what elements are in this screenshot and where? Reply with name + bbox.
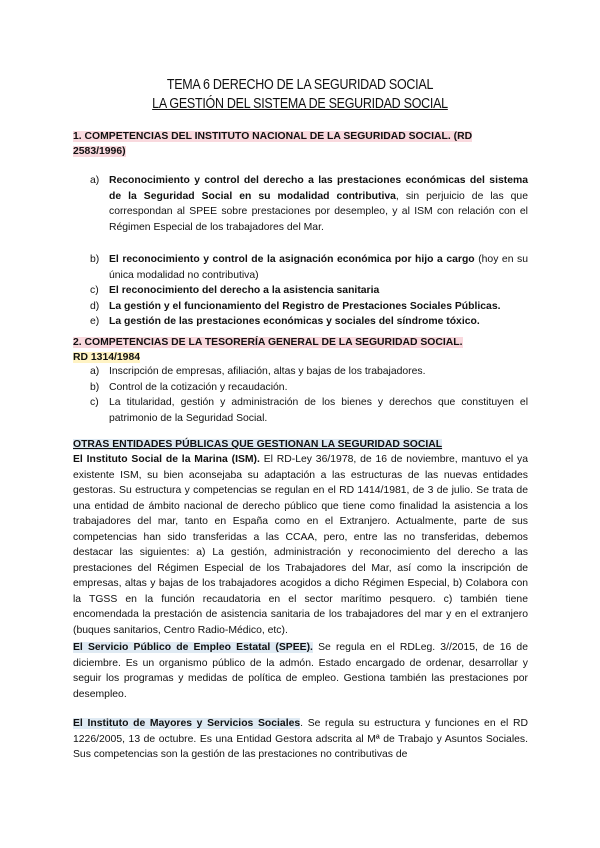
list-item: b) Control de la cotización y recaudación. <box>90 381 288 393</box>
ism-paragraph <box>73 452 528 638</box>
section2-list <box>73 364 528 426</box>
list-item: d) La gestión y el funcionamiento del Registro de Prestaciones Sociales Públicas. <box>90 300 501 312</box>
ism-title: El Instituto Social de la Marina (ISM). <box>73 454 260 465</box>
spee-text: Se regula en el RDLeg. 3//2015, de 16 de diciembre. Es un organismo público de la admón. Estado encargado de ordenar, desarrollar y seguir los programas y medidas de política de empleo. Gestiona también las prestaciones por desempleo. <box>73 642 528 700</box>
document-subtitle: LA GESTIÓN DEL SISTEMA DE SEGURIDAD SOCIAL <box>152 96 448 112</box>
list-item: a) Inscripción de empresas, afiliación, altas y bajas de los trabajadores. <box>90 366 426 377</box>
spee-paragraph <box>73 640 528 702</box>
ism-text: El RD-Ley 36/1978, de 16 de noviembre, mantuvo el ya existente ISM, su bien aconsejaba su adaptación a las estructuras de las nuevas entidades gestoras. Su estructura y competencias se regulan en el RD 1414/1981, de 3 de julio. Se trata de una entidad de ámbito nacional de derecho público que tiene como finalidad la asistencia a los trabajadores del mar, tanto en España como en el Extranjero. Actualmente, parte de sus competencias han sido transferidas a las CCAA, pero, entre las no transferidas, debemos destacar las siguientes: a) La gestión, administración y reconocimiento del derecho a las prestaciones del Régimen Especial de los Trabajadores del Mar, así como la inscripción de empresas, altas y bajas de los trabajadores acogidos a dicho Régimen Especial, b) Colabora con la TGSS en la función recaudatoria en el sector marítimo pesquero. c) también tiene encomendada la prestación de asistencia sanitaria de los trabajadores del mar y en el extranjero (buques sanitarios, Centro Radio-Médico, etc). <box>73 454 528 636</box>
list-item: b) El reconocimiento y control de la asignación económica por hijo a cargo (hoy en su única modalidad no contributiva) <box>90 254 528 281</box>
section3-heading: OTRAS ENTIDADES PÚBLICAS QUE GESTIONAN LA SEGURIDAD SOCIAL <box>73 439 443 450</box>
list-item: c) La titularidad, gestión y administración de los bienes y derechos que constituyen el patrimonio de la Seguridad Social. <box>90 397 528 424</box>
imserso-text: . Se regula su estructura y funciones en el RD 1226/2005, 13 de octubre. Es una Entidad Gestora adscrita al Mª de Trabajo y Asuntos Sociales. Sus competencias son la gestión de las prestaciones no contributivas de <box>73 718 529 760</box>
list-item: a) Reconocimiento y control del derecho a las prestaciones económicas del sistema de la Seguridad Social en su modalidad contributiva, sin perjuicio de las que correspondan al SPEE sobre prestaciones por desempleo, y al ISM con relación con el Régimen Especial de los trabajadores del Mar. <box>90 175 528 233</box>
document-title: TEMA 6 DERECHO DE LA SEGURIDAD SOCIAL <box>166 77 434 93</box>
list-item: e) La gestión de las prestaciones económicas y sociales del síndrome tóxico. <box>90 316 480 327</box>
section2-heading <box>73 335 533 365</box>
section2-heading-line2: RD 1314/1984 <box>73 352 141 363</box>
section2-heading-line1: 2. COMPETENCIAS DE LA TESORERÍA GENERAL DE LA SEGURIDAD SOCIAL. <box>73 337 463 348</box>
list-item: c) El reconocimiento del derecho a la asistencia sanitaria <box>90 285 380 296</box>
imserso-paragraph <box>73 716 528 763</box>
spee-title: El Servicio Público de Empleo Estatal (SPEE). <box>73 642 313 653</box>
section1-heading <box>73 129 533 159</box>
imserso-title: El Instituto de Mayores y Servicios Sociales <box>73 718 301 729</box>
section1-heading-line2: 2583/1996) <box>73 146 126 157</box>
section1-list <box>73 173 528 330</box>
section1-heading-line1: 1. COMPETENCIAS DEL INSTITUTO NACIONAL DE LA SEGURIDAD SOCIAL. (RD <box>73 131 473 142</box>
